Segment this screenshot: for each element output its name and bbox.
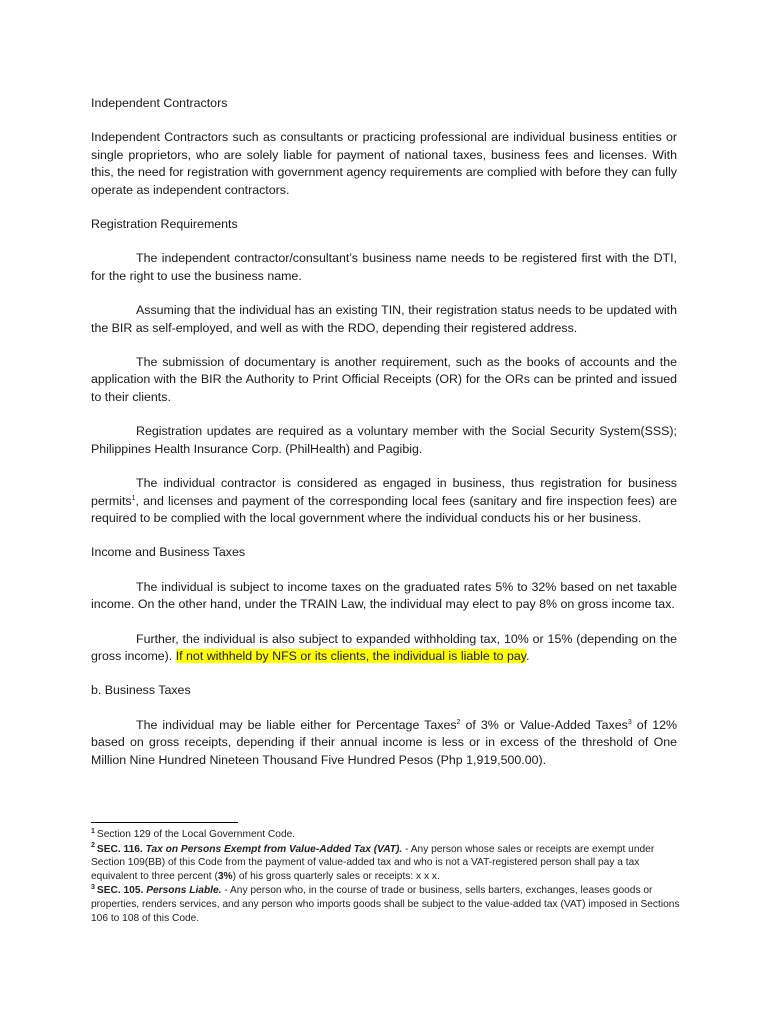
- footnote-3: [91, 884, 681, 925]
- footnote-2: [91, 843, 681, 884]
- business-taxes-paragraph: [91, 717, 677, 769]
- footnote-text: - Any person who, in the course of trade or business, sells barters, exchanges, leases goods or properties, renders services, and any person who imports goods shall be subject to the value-added tax (VAT) imposed in Sections 106 to 108 of this Code.: [91, 885, 680, 924]
- footnote-text-end: ) of his gross quarterly sales or receipts: x x x.: [232, 870, 440, 882]
- footnote-section-ref: SEC. 105.: [96, 885, 144, 897]
- registration-paragraph-membership: Registration updates are required as a voluntary member with the Social Security System(SSS); Philippines Health Insurance Corp. (PhilHealth) and Pagibig.: [91, 424, 677, 456]
- permits-text-a: The individual contractor is considered as engaged in business, thus registration for business permits: [91, 476, 677, 508]
- footnote-bold-percent: 3%: [217, 870, 233, 882]
- registration-paragraph-documentary: The submission of documentary is another requirement, such as the books of accounts and the application with the BIR the Authority to Print Official Receipts (OR) for the ORs can be printed and issued to their clients.: [91, 355, 677, 404]
- business-text-a: The individual may be liable either for Percentage Taxes: [136, 717, 457, 732]
- registration-paragraph-permits: [91, 475, 677, 527]
- document-title: Independent Contractors: [91, 96, 228, 110]
- income-heading: Income and Business Taxes: [91, 545, 246, 560]
- income-paragraph-rates: The individual is subject to income taxes on the graduated rates 5% to 32% based on net taxable income. On the other hand, under the TRAIN Law, the individual may elect to pay 8% on gross income tax.: [91, 579, 677, 612]
- business-text-b: of 3% or Value-Added Taxes: [460, 717, 628, 732]
- footnote-number: 3: [91, 883, 95, 891]
- footnote-ref-2: 2: [456, 718, 461, 726]
- withholding-end: .: [526, 648, 530, 663]
- footnote-title: Tax on Persons Exempt from Value-Added Tax (VAT).: [145, 843, 403, 855]
- footnotes-section: [91, 828, 681, 926]
- footnote-1: [91, 828, 681, 842]
- footnote-text: Section 129 of the Local Government Code.: [96, 829, 296, 840]
- footnote-title: Persons Liable.: [146, 885, 222, 897]
- footnote-divider: [91, 822, 238, 823]
- footnote-number: 1: [91, 827, 95, 835]
- business-text-c: of 12% based on gross receipts, depending if their annual income is less or in excess of the threshold of One Million Nine Hundred Nineteen Thousand Five Hundred Pesos (Php 1,919,500.00).: [91, 717, 677, 767]
- permits-text-b: , and licenses and payment of the corresponding local fees (sanitary and fire inspection fees) are required to be complied with the local government where the individual conducts his or her business.: [91, 493, 677, 525]
- footnote-number: 2: [91, 842, 95, 850]
- income-paragraph-withholding: [91, 631, 677, 666]
- withholding-text: Further, the individual is also subject to expanded withholding tax, 10% or 15% (depending on the gross income).: [91, 631, 677, 663]
- registration-paragraph-tin: Assuming that the individual has an existing TIN, their registration status needs to be updated with the BIR as self-employed, and well as with the RDO, depending their registered address.: [91, 303, 677, 335]
- footnote-section-ref: SEC. 116.: [96, 843, 143, 855]
- registration-paragraph-dti: The independent contractor/consultant’s business name needs to be registered first with the DTI, for the right to use the business name.: [91, 251, 677, 283]
- intro-paragraph: Independent Contractors such as consultants or practicing professional are individual business entities or single proprietors, who are solely liable for payment of national taxes, business fees and licenses. With this, the need for registration with government agency requirements are complied with before they can fully operate as independent contractors.: [91, 130, 677, 197]
- footnote-ref-3: 3: [627, 718, 632, 726]
- registration-heading: Registration Requirements: [91, 217, 238, 232]
- footnote-ref-1: 1: [131, 494, 136, 502]
- business-taxes-heading: b. Business Taxes: [91, 683, 191, 698]
- highlighted-text: If not withheld by NFS or its clients, the individual is liable to pay: [175, 648, 527, 663]
- footnote-text: - Any person whose sales or receipts are exempt under Section 109(BB) of this Code from the payment of value-added tax and who is not a VAT-registered person shall pay a tax equivalent to three percent (: [91, 843, 655, 882]
